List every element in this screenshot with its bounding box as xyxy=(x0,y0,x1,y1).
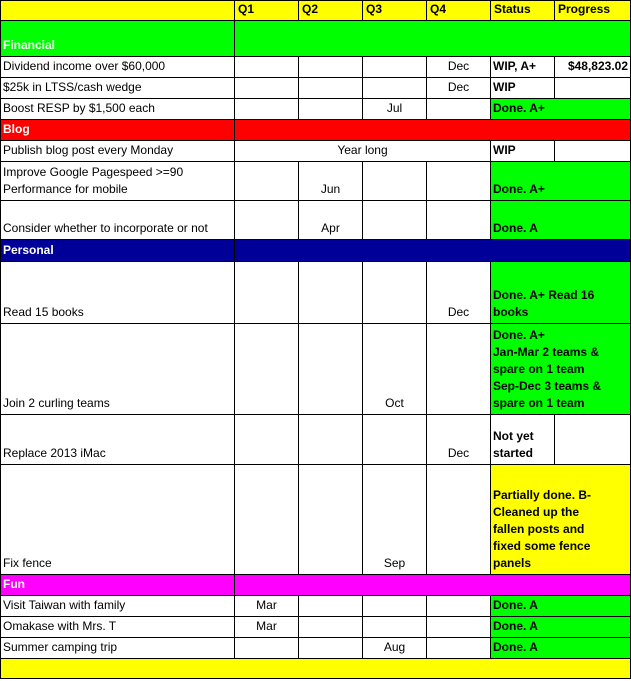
goal-books-text: Read 15 books xyxy=(3,305,84,319)
timeline-omakase-q1-text: Mar xyxy=(256,619,277,633)
timeline-fence-q3-text: Sep xyxy=(383,556,406,570)
progress-blogpost[interactable] xyxy=(555,141,631,162)
timeline-incorporate-q1[interactable] xyxy=(235,201,299,240)
goal-books[interactable] xyxy=(0,262,235,324)
status-curling[interactable] xyxy=(491,324,631,415)
status-imac[interactable] xyxy=(491,415,555,465)
timeline-dividend-q4-text: Dec xyxy=(447,59,470,73)
status-dividend-text: WIP, A+ xyxy=(493,59,537,73)
timeline-books-q2[interactable] xyxy=(299,262,363,324)
goal-taiwan-text: Visit Taiwan with family xyxy=(3,598,126,612)
section-financial-text: Financial xyxy=(3,38,56,52)
header-blank-cell[interactable] xyxy=(0,0,235,21)
timeline-ltss-q2[interactable] xyxy=(299,78,363,99)
section-personal[interactable] xyxy=(0,240,235,262)
timeline-resp-q3[interactable] xyxy=(363,99,427,120)
status-incorporate-text: Done. A xyxy=(493,221,538,235)
goal-taiwan[interactable] xyxy=(0,596,235,617)
timeline-camping-q3-text: Aug xyxy=(383,640,406,654)
status-omakase[interactable] xyxy=(491,617,631,638)
timeline-pagespeed-q4[interactable] xyxy=(427,162,491,201)
header-q2-text: Q2 xyxy=(302,2,319,16)
timeline-camping-q1[interactable] xyxy=(235,638,299,659)
status-camping[interactable] xyxy=(491,638,631,659)
timeline-pagespeed-q2[interactable] xyxy=(299,162,363,201)
timeline-incorporate-q4[interactable] xyxy=(427,201,491,240)
status-imac-text: Not yet started xyxy=(493,429,534,460)
timeline-dividend-q1[interactable] xyxy=(235,57,299,78)
section-blog-text: Blog xyxy=(3,122,30,136)
header-q3-text: Q3 xyxy=(366,2,383,16)
timeline-curling-q3-text: Oct xyxy=(385,396,404,410)
goal-incorporate[interactable] xyxy=(0,201,235,240)
status-resp[interactable] xyxy=(491,99,631,120)
goal-blogpost[interactable] xyxy=(0,141,235,162)
section-financial-band[interactable] xyxy=(235,21,631,57)
header-status-text: Status xyxy=(494,2,531,16)
timeline-fence-q1[interactable] xyxy=(235,465,299,575)
timeline-omakase-q3[interactable] xyxy=(363,617,427,638)
goal-resp[interactable] xyxy=(0,99,235,120)
timeline-taiwan-q1[interactable] xyxy=(235,596,299,617)
section-financial[interactable] xyxy=(0,21,235,57)
timeline-pagespeed-q1[interactable] xyxy=(235,162,299,201)
goal-incorporate-text: Consider whether to incorporate or not xyxy=(3,221,208,235)
timeline-fence-q3[interactable] xyxy=(363,465,427,575)
timeline-curling-q3[interactable] xyxy=(363,324,427,415)
goal-camping[interactable] xyxy=(0,638,235,659)
status-pagespeed[interactable] xyxy=(491,162,631,201)
goal-curling[interactable] xyxy=(0,324,235,415)
timeline-fence-q2[interactable] xyxy=(299,465,363,575)
section-fun[interactable] xyxy=(0,575,235,596)
status-fence[interactable] xyxy=(491,465,631,575)
status-books-text: Done. A+ Read 16 books xyxy=(493,288,595,319)
timeline-curling-q4[interactable] xyxy=(427,324,491,415)
goal-blogpost-text: Publish blog post every Monday xyxy=(3,143,174,157)
goal-omakase-text: Omakase with Mrs. T xyxy=(3,619,117,633)
progress-dividend-text: $48,823.02 xyxy=(567,59,628,73)
timeline-fence-q4[interactable] xyxy=(427,465,491,575)
section-fun-text: Fun xyxy=(3,577,25,591)
timeline-imac-q1[interactable] xyxy=(235,415,299,465)
timeline-ltss-q4-text: Dec xyxy=(447,80,470,94)
timeline-resp-q4[interactable] xyxy=(427,99,491,120)
section-personal-band[interactable] xyxy=(235,240,631,262)
timeline-incorporate-q2[interactable] xyxy=(299,201,363,240)
goal-fence-text: Fix fence xyxy=(3,556,52,570)
timeline-ltss-q1[interactable] xyxy=(235,78,299,99)
timeline-incorporate-q2-text: Apr xyxy=(321,221,340,235)
timeline-taiwan-q1-text: Mar xyxy=(256,598,277,612)
goal-resp-text: Boost RESP by $1,500 each xyxy=(3,101,155,115)
status-dividend[interactable] xyxy=(491,57,555,78)
status-pagespeed-text: Done. A+ xyxy=(493,182,545,196)
status-ltss[interactable] xyxy=(491,78,555,99)
progress-dividend[interactable] xyxy=(555,57,631,78)
timeline-books-q3[interactable] xyxy=(363,262,427,324)
timeline-omakase-q1[interactable] xyxy=(235,617,299,638)
timeline-imac-q3[interactable] xyxy=(363,415,427,465)
timeline-books-q4[interactable] xyxy=(427,262,491,324)
status-resp-text: Done. A+ xyxy=(493,101,545,115)
status-fence-text: Partially done. B- Cleaned up the fallen posts and fixed some fence panels xyxy=(493,488,592,570)
timeline-curling-q2[interactable] xyxy=(299,324,363,415)
timeline-camping-q4[interactable] xyxy=(427,638,491,659)
timeline-books-q4-text: Dec xyxy=(447,305,470,319)
header-q1-text: Q1 xyxy=(238,2,255,16)
timeline-imac-q4-text: Dec xyxy=(447,446,470,460)
status-curling-text: Done. A+ Jan-Mar 2 teams & spare on 1 team Sep-Dec 3 teams & spare on 1 team xyxy=(493,328,602,410)
timeline-blogpost[interactable] xyxy=(235,141,491,162)
timeline-books-q1[interactable] xyxy=(235,262,299,324)
header-q2[interactable] xyxy=(299,0,363,21)
status-taiwan[interactable] xyxy=(491,596,631,617)
progress-ltss[interactable] xyxy=(555,78,631,99)
goal-pagespeed-text: Improve Google Pagespeed >=90 Performance for mobile xyxy=(3,165,184,196)
status-ltss-text: WIP xyxy=(493,80,516,94)
timeline-imac-q2[interactable] xyxy=(299,415,363,465)
section-blog-band[interactable] xyxy=(235,120,631,141)
timeline-ltss-q4[interactable] xyxy=(427,78,491,99)
status-incorporate[interactable] xyxy=(491,201,631,240)
timeline-blogpost-text: Year long xyxy=(337,143,388,157)
timeline-resp-q1[interactable] xyxy=(235,99,299,120)
timeline-omakase-q2[interactable] xyxy=(299,617,363,638)
goal-ltss-text: $25k in LTSS/cash wedge xyxy=(3,80,142,94)
status-omakase-text: Done. A xyxy=(493,619,538,633)
goal-imac-text: Replace 2013 iMac xyxy=(3,446,106,460)
footer-band[interactable] xyxy=(0,659,631,679)
status-books[interactable] xyxy=(491,262,631,324)
timeline-dividend-q4[interactable] xyxy=(427,57,491,78)
header-q3[interactable] xyxy=(363,0,427,21)
goal-dividend-text: Dividend income over $60,000 xyxy=(3,59,166,73)
status-blogpost[interactable] xyxy=(491,141,555,162)
timeline-pagespeed-q2-text: Jun xyxy=(320,182,341,196)
goal-omakase[interactable] xyxy=(0,617,235,638)
goal-curling-text: Join 2 curling teams xyxy=(3,396,110,410)
progress-imac[interactable] xyxy=(555,415,631,465)
timeline-taiwan-q2[interactable] xyxy=(299,596,363,617)
goal-fence[interactable] xyxy=(0,465,235,575)
timeline-pagespeed-q3[interactable] xyxy=(363,162,427,201)
header-q4-text: Q4 xyxy=(430,2,447,16)
timeline-curling-q1[interactable] xyxy=(235,324,299,415)
timeline-incorporate-q3[interactable] xyxy=(363,201,427,240)
timeline-dividend-q3[interactable] xyxy=(363,57,427,78)
timeline-omakase-q4[interactable] xyxy=(427,617,491,638)
header-progress[interactable] xyxy=(555,0,631,21)
header-status[interactable] xyxy=(491,0,555,21)
timeline-ltss-q3[interactable] xyxy=(363,78,427,99)
goal-camping-text: Summer camping trip xyxy=(3,640,118,654)
section-blog[interactable] xyxy=(0,120,235,141)
timeline-taiwan-q4[interactable] xyxy=(427,596,491,617)
goal-ltss[interactable] xyxy=(0,78,235,99)
timeline-camping-q3[interactable] xyxy=(363,638,427,659)
goal-imac[interactable] xyxy=(0,415,235,465)
status-camping-text: Done. A xyxy=(493,640,538,654)
header-q1[interactable] xyxy=(235,0,299,21)
timeline-dividend-q2[interactable] xyxy=(299,57,363,78)
goal-pagespeed[interactable] xyxy=(0,162,235,201)
section-personal-text: Personal xyxy=(3,243,54,257)
status-blogpost-text: WIP xyxy=(493,143,516,157)
goal-dividend[interactable] xyxy=(0,57,235,78)
timeline-resp-q2[interactable] xyxy=(299,99,363,120)
timeline-imac-q4[interactable] xyxy=(427,415,491,465)
timeline-resp-q3-text: Jul xyxy=(386,101,403,115)
header-q4[interactable] xyxy=(427,0,491,21)
status-taiwan-text: Done. A xyxy=(493,598,538,612)
section-fun-band[interactable] xyxy=(235,575,631,596)
header-progress-text: Progress xyxy=(558,2,611,16)
timeline-camping-q2[interactable] xyxy=(299,638,363,659)
timeline-taiwan-q3[interactable] xyxy=(363,596,427,617)
